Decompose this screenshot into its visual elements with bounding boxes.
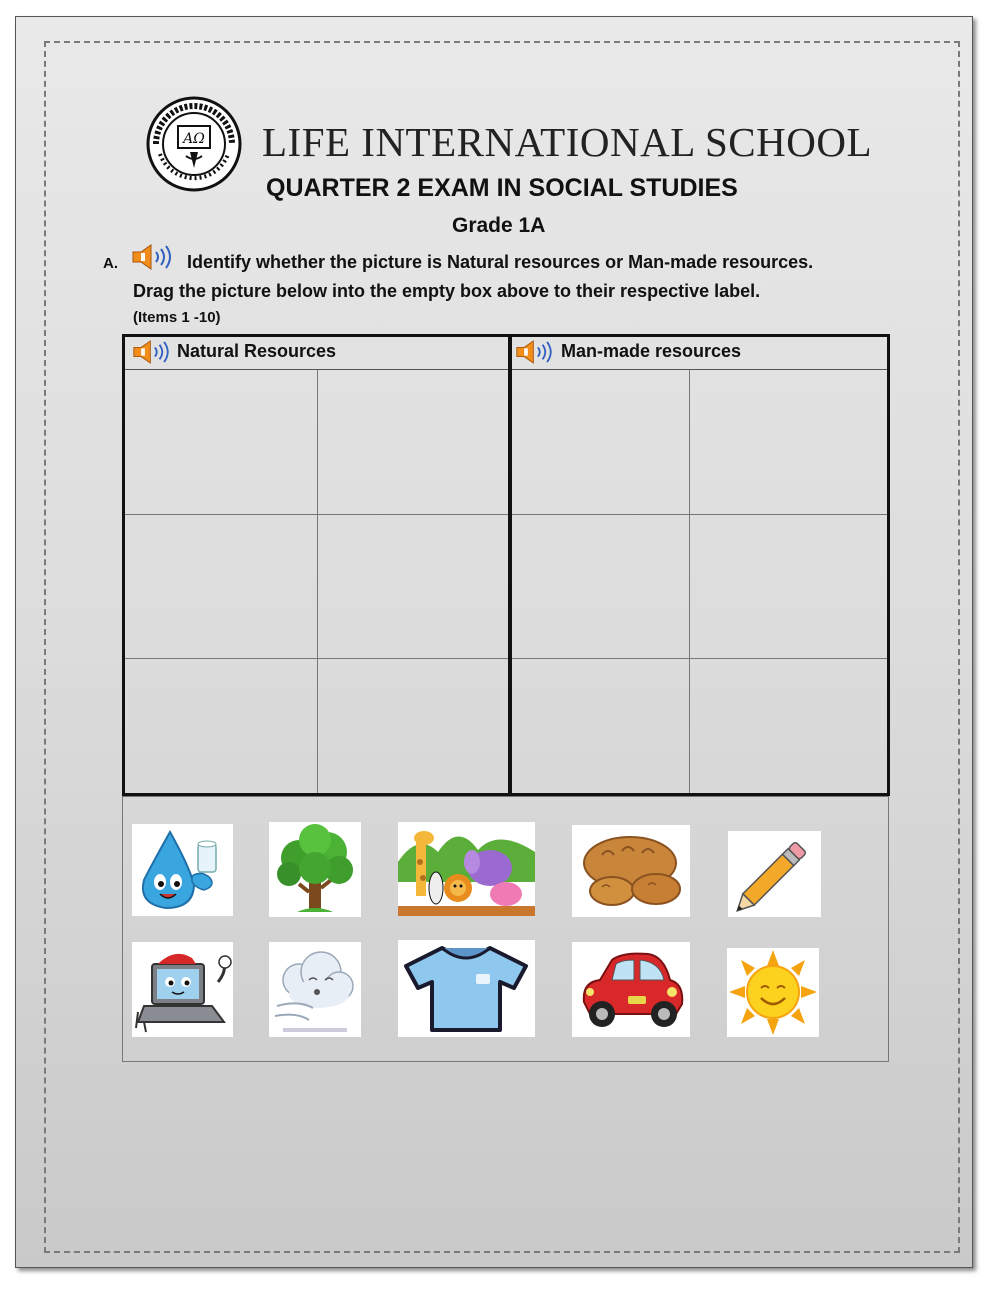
tree-icon[interactable] (269, 822, 361, 917)
drop-table (122, 334, 890, 796)
water-drop-icon[interactable] (132, 824, 233, 916)
grade-label: Grade 1A (452, 214, 546, 237)
speaker-icon[interactable] (515, 339, 559, 365)
pencil-icon[interactable] (728, 831, 821, 917)
car-icon[interactable] (572, 942, 690, 1037)
instruction-line-1: Identify whether the picture is Natural resources or Man-made resources. (187, 252, 814, 272)
sun-icon[interactable] (727, 948, 819, 1037)
instruction-line-2: Drag the picture below into the empty box above to their respective label. (133, 281, 761, 301)
manmade-drop-cell-1[interactable] (512, 370, 690, 515)
laptop-icon[interactable] (132, 942, 233, 1037)
manmade-drop-cell-5[interactable] (512, 659, 690, 793)
natural-resources-heading: Natural Resources (177, 341, 337, 361)
manmade-drop-cell-2[interactable] (690, 370, 887, 515)
animals-icon[interactable] (398, 822, 535, 916)
school-logo (146, 96, 242, 192)
man-made-resources-heading: Man-made resources (561, 341, 742, 361)
natural-drop-cell-2[interactable] (318, 370, 508, 515)
natural-drop-cell-3[interactable] (125, 515, 318, 659)
speaker-icon[interactable] (131, 243, 179, 271)
natural-drop-cell-4[interactable] (318, 515, 508, 659)
t-shirt-icon[interactable] (398, 940, 535, 1037)
svg-text:AΩ: AΩ (183, 131, 205, 147)
natural-drop-cell-6[interactable] (318, 659, 508, 793)
manmade-drop-cell-4[interactable] (690, 515, 887, 659)
exam-title: QUARTER 2 EXAM IN SOCIAL STUDIES (266, 174, 738, 202)
items-range: (Items 1 -10) (133, 309, 221, 326)
bread-icon[interactable] (572, 825, 690, 917)
section-letter: A. (103, 255, 118, 272)
manmade-drop-cell-3[interactable] (512, 515, 690, 659)
school-name: LIFE INTERNATIONAL SCHOOL (262, 119, 872, 165)
speaker-icon[interactable] (132, 339, 176, 365)
natural-drop-cell-5[interactable] (125, 659, 318, 793)
wind-cloud-icon[interactable] (269, 942, 361, 1037)
natural-drop-cell-1[interactable] (125, 370, 318, 515)
manmade-drop-cell-6[interactable] (690, 659, 887, 793)
